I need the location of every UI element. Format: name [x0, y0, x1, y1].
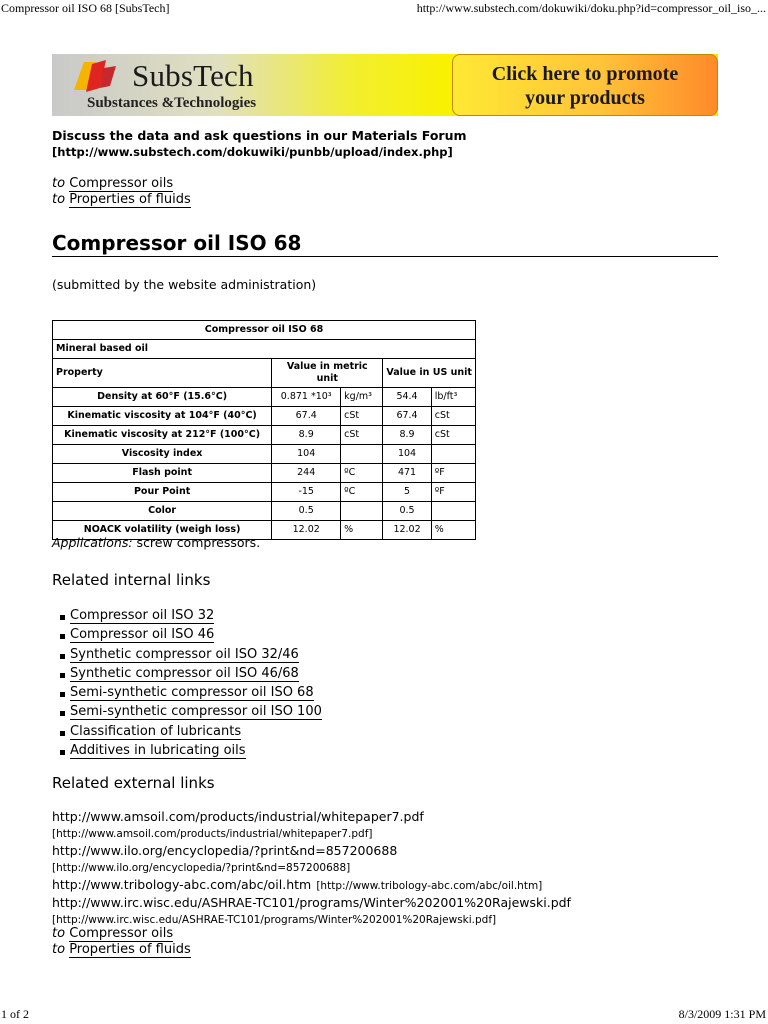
us-value: 67.4 [383, 407, 431, 426]
metric-unit: % [341, 521, 383, 540]
page-title: Compressor oil ISO 68 [52, 230, 718, 257]
nav-prefix: to [52, 942, 70, 957]
forum-text: Discuss the data and ask questions in our Materials Forum [52, 128, 467, 143]
header-metric: Value in metric unit [272, 359, 383, 388]
link-properties-of-fluids[interactable]: Properties of fluids [69, 192, 191, 207]
metric-value: -15 [272, 483, 341, 502]
us-unit: % [431, 521, 475, 540]
metric-value: 67.4 [272, 407, 341, 426]
nav-row [52, 176, 191, 192]
us-unit [431, 502, 475, 521]
table-row [53, 388, 476, 407]
internal-links-heading: Related internal links [52, 571, 211, 589]
header-property: Property [53, 359, 272, 388]
promo-line-2: your products [525, 87, 645, 109]
nav-prefix: to [52, 176, 70, 191]
submitted-note: (submitted by the website administration) [52, 277, 317, 292]
external-link[interactable]: http://www.ilo.org/encyclopedia/?print&nd=857200688 [52, 843, 398, 858]
metric-unit: cSt [341, 426, 383, 445]
nav-bottom [52, 926, 191, 958]
external-links [52, 808, 571, 928]
us-unit: lb/ft³ [431, 388, 475, 407]
link-additives-in-lubricating-oils[interactable]: Additives in lubricating oils [70, 743, 246, 759]
link-classification-of-lubricants[interactable]: Classification of lubricants [70, 723, 242, 739]
external-link-url: [http://www.tribology-abc.com/abc/oil.htm] [316, 880, 543, 892]
metric-unit: kg/m³ [341, 388, 383, 407]
table-title-row [53, 321, 476, 340]
us-value: 5 [383, 483, 431, 502]
table-header-row [53, 359, 476, 388]
us-unit: ºF [431, 483, 475, 502]
print-page-title: Compressor oil ISO 68 [SubsTech] [1, 1, 170, 15]
external-link-url: [http://www.ilo.org/encyclopedia/?print&nd=857200688] [52, 862, 351, 874]
us-value: 12.02 [383, 521, 431, 540]
site-banner [52, 54, 718, 116]
list-item [58, 645, 322, 664]
us-value: 8.9 [383, 426, 431, 445]
list-item [58, 702, 322, 721]
metric-unit: ºC [341, 483, 383, 502]
external-link-row [52, 894, 571, 910]
header-us: Value in US unit [383, 359, 476, 388]
forum-notice [52, 128, 467, 160]
us-unit: ºF [431, 464, 475, 483]
link-compressor-oil-iso-32[interactable]: Compressor oil ISO 32 [70, 608, 215, 623]
external-link-row [52, 876, 571, 894]
table-row [53, 483, 476, 502]
metric-value: 104 [272, 445, 341, 464]
table-title: Compressor oil ISO 68 [53, 321, 476, 340]
internal-links-list [58, 606, 322, 760]
table-row [53, 445, 476, 464]
substech-logo-icon[interactable] [70, 60, 126, 94]
property-name: Pour Point [53, 483, 272, 502]
metric-unit [341, 502, 383, 521]
metric-value: 244 [272, 464, 341, 483]
table-subtitle: Mineral based oil [53, 340, 476, 359]
external-links-heading: Related external links [52, 774, 215, 792]
list-item [58, 606, 322, 625]
list-item [58, 683, 322, 702]
page-count: 1 of 2 [1, 1007, 29, 1021]
property-name: Kinematic viscosity at 212°F (100°C) [53, 426, 272, 445]
metric-value: 0.871 *10³ [272, 388, 341, 407]
property-name: Density at 60°F (15.6°C) [53, 388, 272, 407]
us-unit: cSt [431, 407, 475, 426]
metric-unit: cSt [341, 407, 383, 426]
logo-subtitle: Substances &Technologies [87, 95, 257, 111]
applications-label: Applications: [52, 535, 133, 550]
applications-text: screw compressors. [132, 535, 261, 550]
property-name: Color [53, 502, 272, 521]
external-link-row [52, 808, 571, 824]
list-item [58, 625, 322, 644]
list-item [58, 664, 322, 683]
logo-title[interactable]: SubsTech [132, 58, 254, 93]
list-item [58, 722, 322, 741]
applications [52, 535, 260, 550]
promote-products-button[interactable] [452, 54, 718, 116]
forum-url[interactable]: [http://www.substech.com/dokuwiki/punbb/upload/index.php] [52, 145, 453, 159]
nav-prefix: to [52, 926, 70, 941]
external-link-url: [http://www.amsoil.com/products/industrial/whitepaper7.pdf] [52, 828, 373, 840]
nav-row [52, 926, 191, 942]
us-value: 54.4 [383, 388, 431, 407]
property-name: Kinematic viscosity at 104°F (40°C) [53, 407, 272, 426]
print-footer [0, 1007, 768, 1023]
link-synthetic-iso-32-46[interactable]: Synthetic compressor oil ISO 32/46 [70, 646, 299, 662]
metric-value: 8.9 [272, 426, 341, 445]
link-synthetic-iso-46-68[interactable]: Synthetic compressor oil ISO 46/68 [70, 665, 299, 681]
link-compressor-oils[interactable]: Compressor oils [69, 176, 174, 191]
nav-row [52, 942, 191, 958]
external-link-url: [http://www.irc.wisc.edu/ASHRAE-TC101/programs/Winter%202001%20Rajewski.pdf] [52, 914, 497, 926]
us-value: 0.5 [383, 502, 431, 521]
metric-value: 12.02 [272, 521, 341, 540]
property-name: Viscosity index [53, 445, 272, 464]
us-value: 104 [383, 445, 431, 464]
properties-table [52, 320, 476, 540]
link-properties-of-fluids[interactable]: Properties of fluids [69, 942, 191, 957]
list-item [58, 741, 322, 760]
print-datetime: 8/3/2009 1:31 PM [678, 1007, 766, 1021]
link-semi-synthetic-iso-68[interactable]: Semi-synthetic compressor oil ISO 68 [70, 685, 314, 701]
nav-row [52, 192, 191, 208]
us-value: 471 [383, 464, 431, 483]
metric-unit: ºC [341, 464, 383, 483]
external-link[interactable]: http://www.irc.wisc.edu/ASHRAE-TC101/programs/Winter%202001%20Rajewski.pdf [52, 895, 571, 910]
promo-line-1: Click here to promote [491, 63, 679, 85]
metric-unit [341, 445, 383, 464]
print-page-url: http://www.substech.com/dokuwiki/doku.php?id=compressor_oil_iso_... [416, 1, 766, 15]
external-link-row [52, 824, 571, 842]
link-semi-synthetic-iso-100[interactable]: Semi-synthetic compressor oil ISO 100 [70, 704, 322, 720]
link-compressor-oils[interactable]: Compressor oils [69, 926, 174, 941]
print-header [0, 1, 768, 17]
table-row [53, 426, 476, 445]
metric-value: 0.5 [272, 502, 341, 521]
external-link-row [52, 842, 571, 858]
link-compressor-oil-iso-46[interactable]: Compressor oil ISO 46 [70, 627, 215, 643]
property-name: NOACK volatility (weigh loss) [53, 521, 272, 540]
external-link[interactable]: http://www.amsoil.com/products/industrial/whitepaper7.pdf [52, 809, 424, 824]
us-unit [431, 445, 475, 464]
table-row [53, 464, 476, 483]
external-link[interactable]: http://www.tribology-abc.com/abc/oil.htm [52, 877, 312, 892]
table-row [53, 502, 476, 521]
nav-top [52, 176, 191, 208]
table-row [53, 407, 476, 426]
property-name: Flash point [53, 464, 272, 483]
table-subtitle-row [53, 340, 476, 359]
nav-prefix: to [52, 192, 70, 207]
us-unit: cSt [431, 426, 475, 445]
